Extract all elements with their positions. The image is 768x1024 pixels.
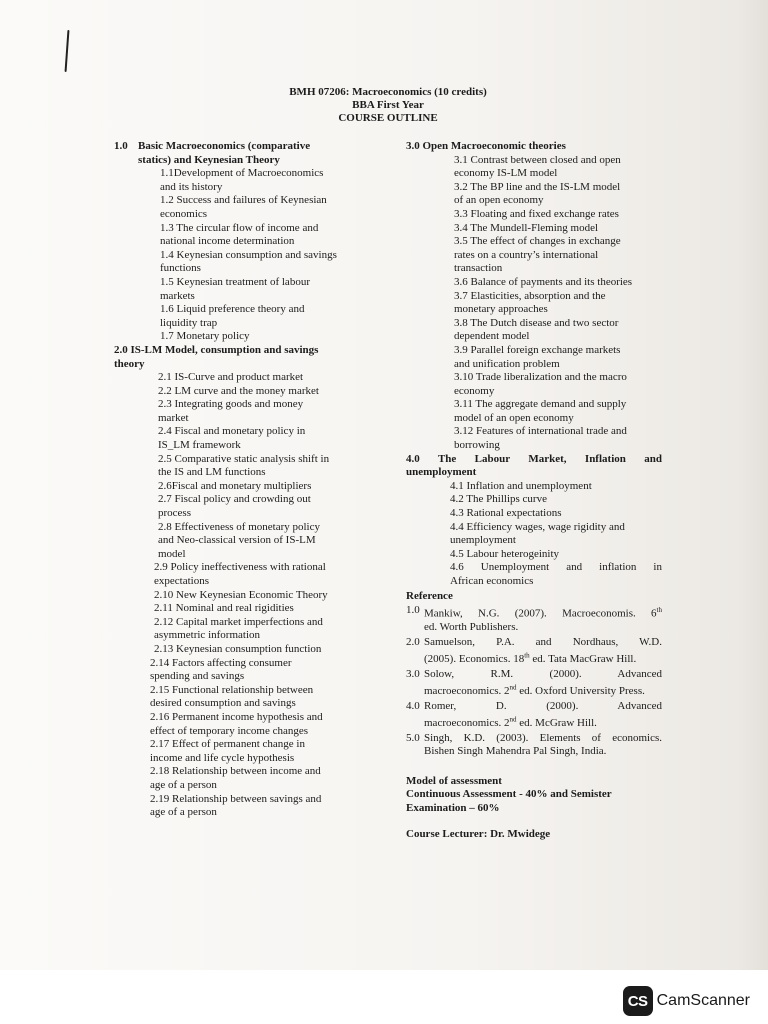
- section-4-item-line: 4.5 Labour heterogeinity: [450, 547, 560, 560]
- section-2-item: [150, 684, 360, 711]
- section-4-item-line: 4.1 Inflation and unemployment: [450, 479, 592, 492]
- section-1-item-line: 1.6 Liquid preference theory and: [160, 303, 305, 316]
- section-2-item: [158, 371, 360, 385]
- reference-text: Samuelson, P.A. and Nordhaus, W.D. (2005). Economics. 18th ed. Tata MacGraw Hill.: [424, 636, 662, 666]
- section-2-item-line: model: [158, 547, 186, 560]
- assessment-line-3: Examination – 60%: [406, 801, 500, 814]
- section-3-item-line: rates on a country’s international: [454, 248, 599, 261]
- section-3-item-line: 3.11 The aggregate demand and supply: [454, 398, 627, 411]
- section-2-item-line: 2.4 Fiscal and monetary policy in: [158, 425, 306, 438]
- reference-item: [406, 604, 662, 635]
- section-1-item-line: economics: [160, 207, 208, 220]
- section-1-item: [160, 194, 360, 221]
- section-3-item: [454, 154, 662, 181]
- section-2-item: [158, 521, 360, 562]
- section-3-item-line: 3.10 Trade liberalization and the macro: [454, 371, 627, 384]
- section-3-item: [454, 208, 662, 222]
- section-3-item: [454, 290, 662, 317]
- section-1-item-line: 1.7 Monetary policy: [160, 330, 250, 343]
- section-3-item-line: dependent model: [454, 330, 530, 343]
- section-2-heading: [114, 344, 360, 371]
- section-2-item: [150, 738, 360, 765]
- reference-number: 4.0: [406, 699, 420, 712]
- section-1-items: [114, 167, 360, 344]
- outline-title: COURSE OUTLINE: [338, 112, 438, 124]
- section-2-item-line: expectations: [154, 575, 209, 587]
- section-2-item-line: 2.12 Capital market imperfections and: [154, 615, 323, 628]
- reference-item: [406, 668, 662, 699]
- pen-mark: [65, 30, 70, 72]
- section-3-item: [454, 235, 662, 276]
- section-2-item-line: 2.14 Factors affecting consumer: [150, 656, 292, 669]
- section-1-item-line: 1.5 Keynesian treatment of labour: [160, 275, 310, 288]
- section-1-item-line: 1.3 The circular flow of income and: [160, 221, 319, 234]
- reference-heading: Reference: [406, 589, 453, 602]
- section-4-item: [450, 480, 662, 494]
- section-3-item-line: and unification problem: [454, 357, 560, 370]
- section-1-number: 1.0: [114, 140, 128, 152]
- reference-number: 2.0: [406, 636, 420, 649]
- section-1-item-line: markets: [160, 289, 195, 302]
- section-1-item-line: 1.4 Keynesian consumption and savings: [160, 248, 337, 261]
- course-lecturer: Course Lecturer: Dr. Mwidege: [406, 827, 551, 840]
- reference-text: Mankiw, N.G. (2007). Macroeconomis. 6th ed. Worth Publishers.: [424, 606, 662, 634]
- section-2-item-line: income and life cycle hypothesis: [150, 751, 295, 764]
- section-2-item-line: 2.6Fiscal and monetary multipliers: [158, 479, 312, 492]
- camscanner-text: CamScanner: [656, 992, 750, 1009]
- section-2-item: [150, 793, 360, 820]
- section-3-item-line: 3.4 The Mundell-Fleming model: [454, 221, 599, 234]
- section-2-item-line: 2.8 Effectiveness of monetary policy: [158, 520, 320, 533]
- reference-number: 3.0: [406, 667, 420, 680]
- left-column: [114, 140, 360, 820]
- reference-list: [406, 604, 662, 759]
- section-2-item: [158, 453, 360, 480]
- camscanner-logo-icon: CS: [623, 986, 653, 1016]
- section-2-item: [150, 765, 360, 792]
- section-2-item-line: age of a person: [150, 806, 217, 819]
- section-4-item-line: 4.6 Unemployment and inflation in: [450, 561, 662, 574]
- section-2-item-line: 2.13 Keynesian consumption function: [154, 642, 322, 655]
- section-3-item: [454, 344, 662, 371]
- section-3-item-line: 3.8 The Dutch disease and two sector: [454, 316, 619, 329]
- section-2-item-line: 2.17 Effect of permanent change in: [150, 738, 305, 751]
- section-1-item-line: 1.1Development of Macroeconomics: [160, 167, 324, 180]
- right-column: [406, 140, 662, 841]
- section-3-item: [454, 222, 662, 236]
- section-1-item: [160, 222, 360, 249]
- section-3-heading: 3.0 Open Macroeconomic theories: [406, 140, 566, 152]
- section-1-item: [160, 276, 360, 303]
- section-2-item-line: 2.5 Comparative static analysis shift in: [158, 452, 330, 465]
- section-1-item-line: functions: [160, 262, 201, 275]
- section-3-item: [454, 317, 662, 344]
- section-4-item-line: 4.2 The Phillips curve: [450, 493, 547, 506]
- section-4-item: [450, 507, 662, 521]
- section-3-item: [454, 398, 662, 425]
- section-3-item-line: 3.6 Balance of payments and its theories: [454, 275, 633, 288]
- program-year: BBA First Year: [352, 99, 424, 111]
- section-2-item: [158, 480, 360, 494]
- reference-number: 1.0: [406, 604, 420, 617]
- assessment-title: Model of assessment: [406, 774, 502, 787]
- section-1-item: [160, 330, 360, 344]
- section-2-item: [150, 711, 360, 738]
- section-1-item-line: national income determination: [160, 235, 295, 248]
- section-2-items: [114, 371, 360, 820]
- section-4-items: [406, 480, 662, 589]
- section-1-item: [160, 167, 360, 194]
- section-3-item-line: 3.2 The BP line and the IS-LM model: [454, 180, 621, 193]
- assessment-line-2: Continuous Assessment - 40% and Semister: [406, 788, 612, 801]
- section-4-item: [450, 548, 662, 562]
- reference-number: 5.0: [406, 731, 420, 744]
- section-3-item-line: economy: [454, 384, 495, 397]
- section-1-title-line2: statics) and Keynesian Theory: [138, 153, 280, 166]
- section-2-item-line: IS_LM framework: [158, 439, 241, 452]
- section-2-item-line: age of a person: [150, 778, 217, 791]
- section-3-item-line: model of an open economy: [454, 411, 574, 424]
- section-3-item-line: 3.3 Floating and fixed exchange rates: [454, 207, 619, 220]
- section-2-item: [154, 589, 360, 603]
- reference-item: [406, 700, 662, 731]
- section-2-item-line: desired consumption and savings: [150, 697, 296, 710]
- section-2-item-line: 2.11 Nominal and real rigidities: [154, 602, 294, 615]
- section-3-item-line: 3.7 Elasticities, absorption and the: [454, 289, 606, 302]
- document-header: [200, 86, 576, 125]
- section-2-item: [158, 425, 360, 452]
- section-3-item: [454, 276, 662, 290]
- section-3-item-line: monetary approaches: [454, 303, 548, 316]
- section-2-item-line: 2.15 Functional relationship between: [150, 683, 314, 696]
- section-2-title-line2: theory: [114, 357, 145, 370]
- section-3-item: [454, 371, 662, 398]
- section-2-item-line: spending and savings: [150, 670, 245, 683]
- section-2-item-line: asymmetric information: [154, 629, 260, 642]
- section-2-title-line1: 2.0 IS-LM Model, consumption and savings: [114, 343, 319, 356]
- section-1-heading: [114, 140, 360, 167]
- section-2-item-line: effect of temporary income changes: [150, 724, 309, 737]
- section-2-item-line: the IS and LM functions: [158, 466, 266, 479]
- section-3-item-line: 3.5 The effect of changes in exchange: [454, 235, 621, 248]
- section-4-item-line: unemployment: [450, 534, 516, 547]
- section-3-item-line: of an open economy: [454, 194, 544, 207]
- section-2-item: [150, 657, 360, 684]
- section-2-item-line: and Neo-classical version of IS-LM: [158, 534, 316, 547]
- section-4-title-line1: 4.0 The Labour Market, Inflation and: [406, 452, 662, 465]
- reference-item: [406, 732, 662, 759]
- section-2-item-line: 2.1 IS-Curve and product market: [158, 371, 304, 384]
- section-2-item: [154, 561, 360, 588]
- section-3-item-line: 3.9 Parallel foreign exchange markets: [454, 343, 621, 356]
- section-4-item: [450, 521, 662, 548]
- section-3-item-line: 3.12 Features of international trade and: [454, 425, 627, 438]
- section-2-item: [158, 385, 360, 399]
- section-3-item-line: economy IS-LM model: [454, 167, 558, 180]
- section-2-item-line: 2.9 Policy ineffectiveness with rational: [154, 561, 326, 574]
- section-4-item-line: African economics: [450, 575, 534, 587]
- section-3-item-line: transaction: [454, 262, 503, 275]
- section-2-item-line: 2.7 Fiscal policy and crowding out: [158, 493, 311, 506]
- section-3-item: [454, 425, 662, 452]
- section-1-item-line: and its history: [160, 180, 223, 193]
- section-3-items: [406, 154, 662, 453]
- section-1-item-line: 1.2 Success and failures of Keynesian: [160, 194, 327, 207]
- reference-text: Singh, K.D. (2003). Elements of economics. Bishen Singh Mahendra Pal Singh, India.: [424, 731, 662, 758]
- section-2-item: [158, 398, 360, 425]
- section-1-item: [160, 249, 360, 276]
- section-4-item-line: 4.4 Efficiency wages, wage rigidity and: [450, 520, 625, 533]
- reference-text: Solow, R.M. (2000). Advanced macroeconomics. 2nd ed. Oxford University Press.: [424, 667, 662, 698]
- section-1-title-line1: Basic Macroeconomics (comparative: [138, 140, 311, 152]
- section-2-item: [154, 616, 360, 643]
- section-3-item-line: borrowing: [454, 439, 500, 452]
- course-code-title: BMH 07206: Macroeconomics (10 credits): [289, 86, 487, 98]
- section-2-item-line: market: [158, 411, 189, 424]
- reference-text: Romer, D. (2000). Advanced macroeconomics. 2nd ed. McGraw Hill.: [424, 699, 662, 729]
- section-2-item: [154, 643, 360, 657]
- section-4-title-line2: unemployment: [406, 466, 477, 479]
- section-2-item-line: 2.16 Permanent income hypothesis and: [150, 710, 323, 723]
- section-3-item: [454, 181, 662, 208]
- section-2-item-line: process: [158, 507, 191, 520]
- section-2-item: [158, 493, 360, 520]
- camscanner-watermark: [623, 986, 750, 1016]
- section-2-item-line: 2.10 New Keynesian Economic Theory: [154, 588, 328, 601]
- section-2-item-line: 2.2 LM curve and the money market: [158, 384, 319, 397]
- section-3-item-line: 3.1 Contrast between closed and open: [454, 153, 621, 166]
- section-2-item-line: 2.18 Relationship between income and: [150, 765, 321, 778]
- assessment-block: [406, 775, 662, 816]
- section-2-item-line: 2.19 Relationship between savings and: [150, 792, 322, 805]
- section-1-item-line: liquidity trap: [160, 316, 218, 329]
- section-2-item: [154, 602, 360, 616]
- reference-item: [406, 636, 662, 667]
- section-1-item: [160, 303, 360, 330]
- section-4-item-line: 4.3 Rational expectations: [450, 507, 562, 520]
- section-2-item-line: 2.3 Integrating goods and money: [158, 398, 304, 411]
- section-4-item: [450, 493, 662, 507]
- section-4-item: [450, 561, 662, 588]
- section-4-heading: [406, 453, 662, 480]
